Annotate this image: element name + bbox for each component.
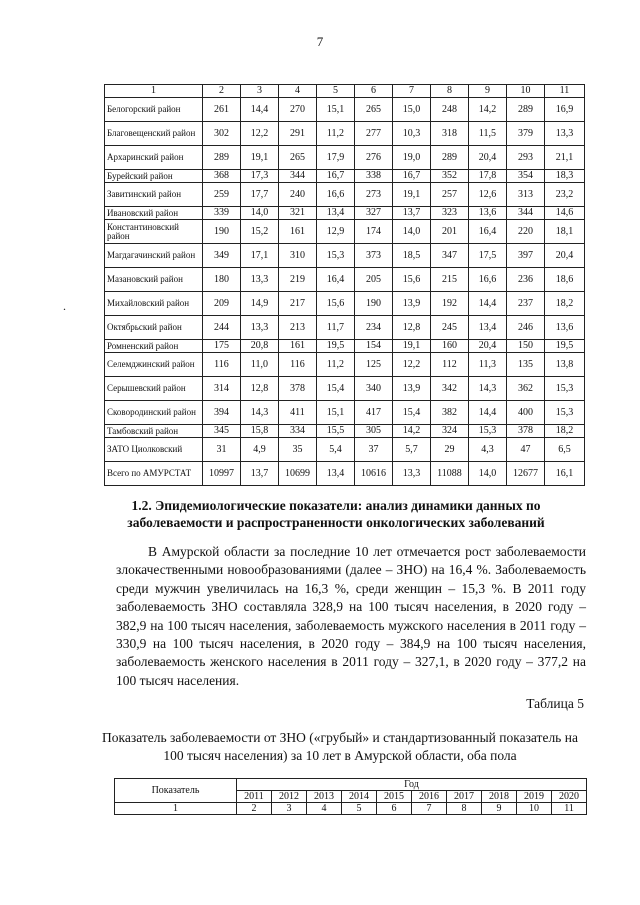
table-cell: 10997 bbox=[203, 462, 241, 486]
table-cell: 293 bbox=[507, 146, 545, 170]
column-number: 1 bbox=[105, 85, 203, 98]
table-cell: 13,3 bbox=[545, 122, 585, 146]
table-cell: 19,5 bbox=[545, 340, 585, 353]
table-cell: 47 bbox=[507, 438, 545, 462]
district-name: Селемджинский район bbox=[105, 353, 203, 377]
table-cell: 289 bbox=[507, 98, 545, 122]
table-cell: 313 bbox=[507, 183, 545, 207]
table-cell: 12,8 bbox=[241, 377, 279, 401]
table-cell: 18,2 bbox=[545, 425, 585, 438]
table-cell: 13,6 bbox=[469, 207, 507, 220]
table-cell: 10699 bbox=[279, 462, 317, 486]
table-cell: 14,6 bbox=[545, 207, 585, 220]
table-row bbox=[105, 462, 585, 486]
table-cell: 16,4 bbox=[317, 268, 355, 292]
table-cell: 19,1 bbox=[393, 340, 431, 353]
table-cell: 112 bbox=[431, 353, 469, 377]
table-cell: 400 bbox=[507, 401, 545, 425]
table-cell: 35 bbox=[279, 438, 317, 462]
table-cell: 321 bbox=[279, 207, 317, 220]
table-cell: 417 bbox=[355, 401, 393, 425]
district-incidence-table bbox=[104, 84, 585, 486]
table-row bbox=[105, 340, 585, 353]
table-cell: 20,4 bbox=[545, 244, 585, 268]
paragraph-text: В Амурской области за последние 10 лет отмечается рост заболеваемости злокачественными новообразованиями (далее – ЗНО) на 16,4 %. Заболеваемость среди мужчин увеличилась на 16,3 %, среди женщин – 15,3 %. В 2011 году заболеваемость ЗНО составляла 328,9 на 100 тысяч населения, в 2020 году – 382,9 на 100 тысяч населения, заболеваемость мужского населения в 2011 году – 330,9 на 100 тысяч населения, в 2020 году – 384,9 на 100 тысяч населения, заболеваемость женского населения в 2011 году – 327,1, в 2020 году – 377,2 на 100 тысяч населения. bbox=[116, 544, 586, 688]
column-number: 9 bbox=[469, 85, 507, 98]
table-row bbox=[105, 316, 585, 340]
table-cell: 411 bbox=[279, 401, 317, 425]
year-cell: 2016 bbox=[412, 791, 447, 803]
table-cell: 5,4 bbox=[317, 438, 355, 462]
table-cell: 201 bbox=[431, 220, 469, 244]
table-cell: 397 bbox=[507, 244, 545, 268]
table-cell: 209 bbox=[203, 292, 241, 316]
table-cell: 15,3 bbox=[545, 401, 585, 425]
table-row bbox=[105, 98, 585, 122]
table-row bbox=[105, 438, 585, 462]
district-name: Белогорский район bbox=[105, 98, 203, 122]
table-cell: 14,4 bbox=[469, 292, 507, 316]
table-cell: 16,6 bbox=[469, 268, 507, 292]
district-name: Сковородинский район bbox=[105, 401, 203, 425]
table-cell: 18,3 bbox=[545, 170, 585, 183]
table-cell: 11,5 bbox=[469, 122, 507, 146]
table-cell: 12677 bbox=[507, 462, 545, 486]
body-paragraph bbox=[116, 543, 586, 690]
table-cell: 150 bbox=[507, 340, 545, 353]
table-cell: 17,3 bbox=[241, 170, 279, 183]
table-cell: 10,3 bbox=[393, 122, 431, 146]
table-row bbox=[105, 268, 585, 292]
table-cell: 4,3 bbox=[469, 438, 507, 462]
table-cell: 215 bbox=[431, 268, 469, 292]
table-cell: 379 bbox=[507, 122, 545, 146]
table-label: Таблица 5 bbox=[526, 696, 584, 711]
table-cell: 14,3 bbox=[469, 377, 507, 401]
table-cell: 11,2 bbox=[317, 122, 355, 146]
table-cell: 11,7 bbox=[317, 316, 355, 340]
table-cell: 17,7 bbox=[241, 183, 279, 207]
table-cell: 14,4 bbox=[469, 401, 507, 425]
table-row bbox=[105, 220, 585, 244]
column-number: 11 bbox=[545, 85, 585, 98]
table-cell: 16,6 bbox=[317, 183, 355, 207]
year-cell: 2012 bbox=[272, 791, 307, 803]
district-name: Тамбовский район bbox=[105, 425, 203, 438]
table-cell: 265 bbox=[279, 146, 317, 170]
table-cell: 11,2 bbox=[317, 353, 355, 377]
table-cell: 340 bbox=[355, 377, 393, 401]
table-cell: 342 bbox=[431, 377, 469, 401]
table-cell: 160 bbox=[431, 340, 469, 353]
table-cell: 116 bbox=[203, 353, 241, 377]
column-number: 4 bbox=[307, 803, 342, 815]
district-name: Завитинский район bbox=[105, 183, 203, 207]
table-cell: 13,4 bbox=[317, 462, 355, 486]
table-cell: 245 bbox=[431, 316, 469, 340]
year-cell: 2014 bbox=[342, 791, 377, 803]
section-heading: 1.2. Эпидемиологические показатели: анализ динамики данных по заболеваемости и распространенности онкологических заболеваний bbox=[127, 498, 545, 530]
table-cell: 324 bbox=[431, 425, 469, 438]
table-cell: 234 bbox=[355, 316, 393, 340]
table-cell: 220 bbox=[507, 220, 545, 244]
table-cell: 161 bbox=[279, 220, 317, 244]
table-cell: 15,2 bbox=[241, 220, 279, 244]
table-cell: 12,9 bbox=[317, 220, 355, 244]
table-cell: 15,4 bbox=[393, 401, 431, 425]
district-name: Михайловский район bbox=[105, 292, 203, 316]
table-cell: 276 bbox=[355, 146, 393, 170]
district-name: Константиновский район bbox=[105, 220, 203, 244]
table-cell: 18,5 bbox=[393, 244, 431, 268]
table-cell: 16,1 bbox=[545, 462, 585, 486]
table-cell: 14,0 bbox=[241, 207, 279, 220]
table-cell: 302 bbox=[203, 122, 241, 146]
table-cell: 13,9 bbox=[393, 292, 431, 316]
table-cell: 259 bbox=[203, 183, 241, 207]
table-cell: 323 bbox=[431, 207, 469, 220]
table-cell: 15,4 bbox=[317, 377, 355, 401]
table-cell: 21,1 bbox=[545, 146, 585, 170]
table-cell: 15,1 bbox=[317, 98, 355, 122]
table-cell: 345 bbox=[203, 425, 241, 438]
table-cell: 190 bbox=[203, 220, 241, 244]
table-row bbox=[105, 122, 585, 146]
table-cell: 14,3 bbox=[241, 401, 279, 425]
table-cell: 236 bbox=[507, 268, 545, 292]
table-row bbox=[105, 377, 585, 401]
table-cell: 16,7 bbox=[393, 170, 431, 183]
table-cell: 15,3 bbox=[317, 244, 355, 268]
table-cell: 18,2 bbox=[545, 292, 585, 316]
table-cell: 135 bbox=[507, 353, 545, 377]
table-cell: 349 bbox=[203, 244, 241, 268]
table-cell: 18,6 bbox=[545, 268, 585, 292]
page-number: 7 bbox=[316, 34, 324, 49]
table-cell: 20,8 bbox=[241, 340, 279, 353]
table-cell: 277 bbox=[355, 122, 393, 146]
table-row bbox=[105, 401, 585, 425]
table-cell: 373 bbox=[355, 244, 393, 268]
table-cell: 14,2 bbox=[469, 98, 507, 122]
table-cell: 192 bbox=[431, 292, 469, 316]
table-cell: 205 bbox=[355, 268, 393, 292]
table-cell: 368 bbox=[203, 170, 241, 183]
table-cell: 17,1 bbox=[241, 244, 279, 268]
table-cell: 125 bbox=[355, 353, 393, 377]
table-cell: 19,1 bbox=[241, 146, 279, 170]
year-cell: 2015 bbox=[377, 791, 412, 803]
stray-mark: . bbox=[63, 299, 66, 313]
table-cell: 154 bbox=[355, 340, 393, 353]
table-cell: 20,4 bbox=[469, 340, 507, 353]
column-number: 3 bbox=[272, 803, 307, 815]
table-cell: 11088 bbox=[431, 462, 469, 486]
table-cell: 217 bbox=[279, 292, 317, 316]
table-row bbox=[105, 146, 585, 170]
table-cell: 14,4 bbox=[241, 98, 279, 122]
district-name: Ивановский район bbox=[105, 207, 203, 220]
column-number: 7 bbox=[412, 803, 447, 815]
table-cell: 362 bbox=[507, 377, 545, 401]
table-cell: 14,2 bbox=[393, 425, 431, 438]
district-name: Октябрьский район bbox=[105, 316, 203, 340]
table-cell: 378 bbox=[507, 425, 545, 438]
table-row bbox=[105, 292, 585, 316]
table-cell: 29 bbox=[431, 438, 469, 462]
table-cell: 17,9 bbox=[317, 146, 355, 170]
table-cell: 291 bbox=[279, 122, 317, 146]
table-cell: 161 bbox=[279, 340, 317, 353]
year-cell: 2013 bbox=[307, 791, 342, 803]
column-number: 1 bbox=[115, 803, 237, 815]
incidence-summary-table bbox=[114, 778, 587, 815]
table-cell: 240 bbox=[279, 183, 317, 207]
table-cell: 15,3 bbox=[545, 377, 585, 401]
table-cell: 347 bbox=[431, 244, 469, 268]
column-number: 6 bbox=[377, 803, 412, 815]
district-name: Ромненский район bbox=[105, 340, 203, 353]
table-cell: 314 bbox=[203, 377, 241, 401]
table-cell: 219 bbox=[279, 268, 317, 292]
column-number: 2 bbox=[237, 803, 272, 815]
table-cell: 12,2 bbox=[241, 122, 279, 146]
district-name: Бурейский район bbox=[105, 170, 203, 183]
table-cell: 174 bbox=[355, 220, 393, 244]
column-numbers-row bbox=[115, 803, 587, 815]
table-caption: Показатель заболеваемости от ЗНО («грубый» и стандартизованный показатель на 100 тысяч населения) за 10 лет в Амурской области, оба пола bbox=[102, 730, 578, 764]
table-cell: 13,7 bbox=[241, 462, 279, 486]
table-cell: 378 bbox=[279, 377, 317, 401]
table-cell: 354 bbox=[507, 170, 545, 183]
column-number: 4 bbox=[279, 85, 317, 98]
table-cell: 15,6 bbox=[317, 292, 355, 316]
table-cell: 14,9 bbox=[241, 292, 279, 316]
table-cell: 10616 bbox=[355, 462, 393, 486]
table-cell: 15,0 bbox=[393, 98, 431, 122]
table-cell: 289 bbox=[203, 146, 241, 170]
table-cell: 265 bbox=[355, 98, 393, 122]
table-cell: 116 bbox=[279, 353, 317, 377]
table-cell: 261 bbox=[203, 98, 241, 122]
table-cell: 352 bbox=[431, 170, 469, 183]
table-cell: 237 bbox=[507, 292, 545, 316]
table-cell: 19,1 bbox=[393, 183, 431, 207]
table-cell: 13,6 bbox=[545, 316, 585, 340]
district-name: ЗАТО Циолковский bbox=[105, 438, 203, 462]
table-cell: 190 bbox=[355, 292, 393, 316]
table-cell: 18,1 bbox=[545, 220, 585, 244]
column-number: 11 bbox=[552, 803, 587, 815]
district-name: Серышевский район bbox=[105, 377, 203, 401]
table-cell: 5,7 bbox=[393, 438, 431, 462]
table-cell: 394 bbox=[203, 401, 241, 425]
table-cell: 37 bbox=[355, 438, 393, 462]
table-row bbox=[105, 170, 585, 183]
table-cell: 246 bbox=[507, 316, 545, 340]
table-cell: 273 bbox=[355, 183, 393, 207]
year-cell: 2017 bbox=[447, 791, 482, 803]
table-cell: 14,0 bbox=[469, 462, 507, 486]
table-cell: 180 bbox=[203, 268, 241, 292]
table-cell: 16,7 bbox=[317, 170, 355, 183]
table-cell: 12,2 bbox=[393, 353, 431, 377]
table-row bbox=[105, 207, 585, 220]
table-cell: 16,9 bbox=[545, 98, 585, 122]
table-cell: 12,8 bbox=[393, 316, 431, 340]
table-cell: 15,1 bbox=[317, 401, 355, 425]
year-cell: 2019 bbox=[517, 791, 552, 803]
column-number: 6 bbox=[355, 85, 393, 98]
table-cell: 344 bbox=[507, 207, 545, 220]
table-cell: 13,3 bbox=[241, 316, 279, 340]
table-header-row bbox=[105, 85, 585, 98]
column-number: 9 bbox=[482, 803, 517, 815]
table-cell: 248 bbox=[431, 98, 469, 122]
table-cell: 13,9 bbox=[393, 377, 431, 401]
table-cell: 13,4 bbox=[317, 207, 355, 220]
column-number: 8 bbox=[431, 85, 469, 98]
district-name: Магдагачинский район bbox=[105, 244, 203, 268]
column-number: 7 bbox=[393, 85, 431, 98]
table-cell: 4,9 bbox=[241, 438, 279, 462]
table-cell: 15,8 bbox=[241, 425, 279, 438]
table-cell: 31 bbox=[203, 438, 241, 462]
table-cell: 257 bbox=[431, 183, 469, 207]
table-row bbox=[105, 353, 585, 377]
year-cell: 2020 bbox=[552, 791, 587, 803]
table-cell: 16,4 bbox=[469, 220, 507, 244]
district-name: Всего по АМУРСТАТ bbox=[105, 462, 203, 486]
column-number: 10 bbox=[507, 85, 545, 98]
table-cell: 338 bbox=[355, 170, 393, 183]
table-cell: 305 bbox=[355, 425, 393, 438]
table-cell: 289 bbox=[431, 146, 469, 170]
table-cell: 382 bbox=[431, 401, 469, 425]
table-cell: 19,0 bbox=[393, 146, 431, 170]
table-cell: 17,5 bbox=[469, 244, 507, 268]
table-cell: 13,4 bbox=[469, 316, 507, 340]
year-header-row bbox=[115, 779, 587, 791]
table-cell: 23,2 bbox=[545, 183, 585, 207]
table-cell: 244 bbox=[203, 316, 241, 340]
table-cell: 17,8 bbox=[469, 170, 507, 183]
district-name: Архаринский район bbox=[105, 146, 203, 170]
table-row bbox=[105, 244, 585, 268]
table-cell: 12,6 bbox=[469, 183, 507, 207]
table-cell: 15,6 bbox=[393, 268, 431, 292]
year-header: Год bbox=[237, 779, 587, 791]
column-number: 5 bbox=[317, 85, 355, 98]
table-cell: 327 bbox=[355, 207, 393, 220]
table-row bbox=[105, 425, 585, 438]
column-number: 3 bbox=[241, 85, 279, 98]
table-cell: 175 bbox=[203, 340, 241, 353]
district-name: Мазановский район bbox=[105, 268, 203, 292]
table-cell: 11,3 bbox=[469, 353, 507, 377]
table-cell: 213 bbox=[279, 316, 317, 340]
table-cell: 14,0 bbox=[393, 220, 431, 244]
table-cell: 13,3 bbox=[241, 268, 279, 292]
table-cell: 13,7 bbox=[393, 207, 431, 220]
table-cell: 13,8 bbox=[545, 353, 585, 377]
district-name: Благовещенский район bbox=[105, 122, 203, 146]
table-cell: 334 bbox=[279, 425, 317, 438]
column-number: 2 bbox=[203, 85, 241, 98]
table-row bbox=[105, 183, 585, 207]
year-cell: 2018 bbox=[482, 791, 517, 803]
column-number: 8 bbox=[447, 803, 482, 815]
year-cell: 2011 bbox=[237, 791, 272, 803]
column-number: 5 bbox=[342, 803, 377, 815]
table-cell: 13,3 bbox=[393, 462, 431, 486]
table-cell: 15,3 bbox=[469, 425, 507, 438]
table-cell: 318 bbox=[431, 122, 469, 146]
indicator-header: Показатель bbox=[115, 779, 237, 803]
table-cell: 270 bbox=[279, 98, 317, 122]
table-cell: 344 bbox=[279, 170, 317, 183]
table-cell: 339 bbox=[203, 207, 241, 220]
table-cell: 310 bbox=[279, 244, 317, 268]
table-cell: 15,5 bbox=[317, 425, 355, 438]
column-number: 10 bbox=[517, 803, 552, 815]
table-cell: 6,5 bbox=[545, 438, 585, 462]
table-cell: 19,5 bbox=[317, 340, 355, 353]
table-cell: 11,0 bbox=[241, 353, 279, 377]
table-cell: 20,4 bbox=[469, 146, 507, 170]
